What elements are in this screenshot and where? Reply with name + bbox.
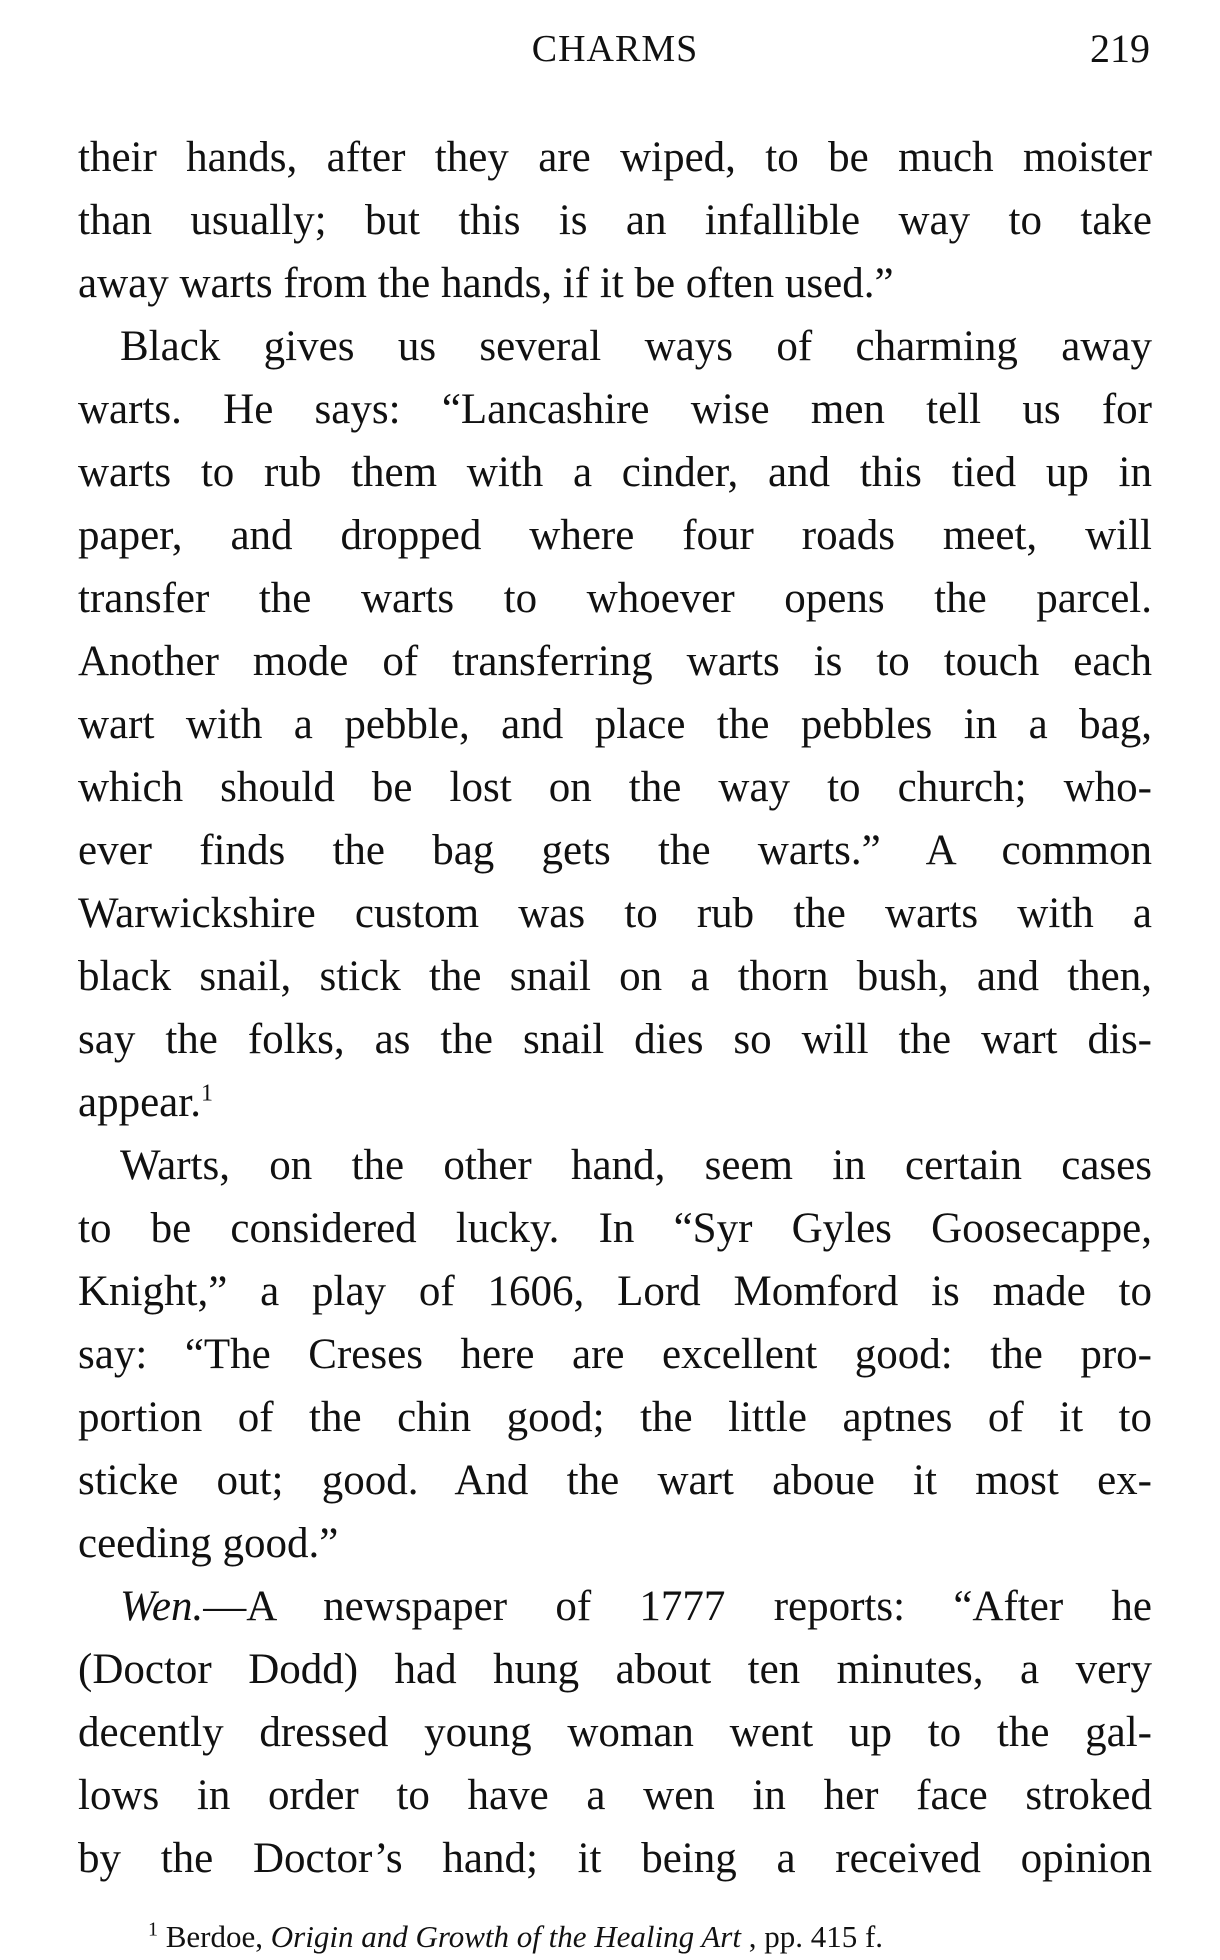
line-text: portion of the chin good; the little aptnes of it to xyxy=(78,1394,1152,1441)
running-title: CHARMS xyxy=(531,28,699,70)
text-line xyxy=(78,1575,1152,1638)
line-text: ceeding good.” xyxy=(78,1520,339,1567)
text-line xyxy=(78,504,1152,567)
body-text xyxy=(78,126,1152,1890)
line-text: black snail, stick the snail on a thorn bush, and then, xyxy=(78,953,1152,1000)
footnote xyxy=(148,1918,1148,1956)
text-line xyxy=(78,1323,1152,1386)
line-text: say the folks, as the snail dies so will the wart dis- xyxy=(78,1016,1152,1063)
text-line xyxy=(78,882,1152,945)
text-line xyxy=(78,756,1152,819)
text-line xyxy=(78,1638,1152,1701)
footnote-reference: 1 xyxy=(200,1080,213,1107)
text-line xyxy=(78,1260,1152,1323)
footnote-mark: 1 xyxy=(148,1918,158,1941)
line-text: appear. xyxy=(78,1079,201,1126)
text-line xyxy=(78,1512,1152,1575)
line-text: sticke out; good. And the wart aboue it most ex- xyxy=(78,1457,1152,1504)
text-line xyxy=(78,819,1152,882)
line-text: Another mode of transferring warts is to touch each xyxy=(78,638,1152,685)
text-line xyxy=(78,1197,1152,1260)
line-text: decently dressed young woman went up to the gal- xyxy=(78,1709,1152,1756)
text-line xyxy=(78,189,1152,252)
text-line xyxy=(78,441,1152,504)
line-text: warts to rub them with a cinder, and this tied up in xyxy=(78,449,1152,496)
line-text: (Doctor Dodd) had hung about ten minutes, a very xyxy=(78,1646,1152,1693)
line-text: Black gives us several ways of charming away xyxy=(120,323,1152,370)
text-line xyxy=(78,315,1152,378)
text-line xyxy=(78,693,1152,756)
line-text: their hands, after they are wiped, to be much moister xyxy=(78,134,1152,181)
text-line xyxy=(78,1386,1152,1449)
text-line xyxy=(78,1449,1152,1512)
line-text: ever finds the bag gets the warts.” A common xyxy=(78,827,1152,874)
footnote-author: Berdoe, xyxy=(165,1919,271,1954)
footnote-title: Origin and Growth of the Healing Art xyxy=(270,1919,741,1954)
line-text: lows in order to have a wen in her face stroked xyxy=(78,1772,1152,1819)
running-head xyxy=(80,24,1150,84)
line-text: than usually; but this is an infallible way to take xyxy=(78,197,1152,244)
text-line xyxy=(78,1071,1152,1134)
line-text: wart with a pebble, and place the pebbles in a bag, xyxy=(78,701,1152,748)
text-line xyxy=(78,378,1152,441)
line-text: away warts from the hands, if it be often used.” xyxy=(78,260,894,307)
line-text: which should be lost on the way to church; who- xyxy=(78,764,1152,811)
text-line xyxy=(78,1134,1152,1197)
line-text: by the Doctor’s hand; it being a received opinion xyxy=(78,1835,1152,1882)
line-text: Warwickshire custom was to rub the warts with a xyxy=(78,890,1152,937)
line-text: warts. He says: “Lancashire wise men tell us for xyxy=(78,386,1152,433)
line-text: —A newspaper of 1777 reports: “After he xyxy=(203,1583,1152,1630)
page-number: 219 xyxy=(1090,26,1150,71)
line-text: transfer the warts to whoever opens the parcel. xyxy=(78,575,1152,622)
text-line xyxy=(78,1764,1152,1827)
text-line xyxy=(78,1008,1152,1071)
text-line xyxy=(78,126,1152,189)
section-lead: Wen. xyxy=(120,1583,204,1630)
line-text: Knight,” a play of 1606, Lord Momford is made to xyxy=(78,1268,1152,1315)
text-line xyxy=(78,1701,1152,1764)
text-line xyxy=(78,1827,1152,1890)
text-line xyxy=(78,252,1152,315)
line-text: Warts, on the other hand, seem in certain cases xyxy=(120,1142,1152,1189)
line-text: paper, and dropped where four roads meet, will xyxy=(78,512,1152,559)
text-line xyxy=(78,630,1152,693)
line-text: to be considered lucky. In “Syr Gyles Goosecappe, xyxy=(78,1205,1152,1252)
footnote-pages: , pp. 415 f. xyxy=(748,1919,884,1954)
line-text: say: “The Creses here are excellent good: the pro- xyxy=(78,1331,1152,1378)
text-line xyxy=(78,945,1152,1008)
text-line xyxy=(78,567,1152,630)
